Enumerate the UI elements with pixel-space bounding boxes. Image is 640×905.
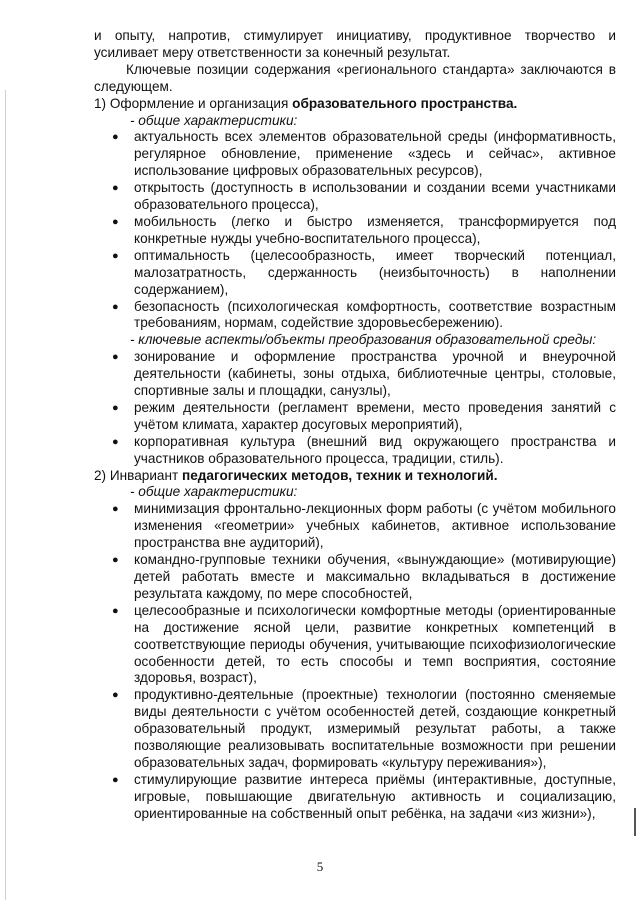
list-item [94, 214, 616, 248]
section1-heading-bold: образовательного пространства. [292, 95, 518, 111]
section2-heading-prefix: 2) Инвариант [94, 467, 182, 483]
page-body [94, 28, 616, 823]
list-item-text: зонирование и оформление пространства урочной и внеурочной деятельности (кабинеты, зоны отдыха, библиотечные центры, столовые, спортивные залы и площадки, санузлы), [134, 349, 616, 399]
bullet-icon: ● [112, 249, 119, 262]
list-item-text: мобильность (легко и быстро изменяется, трансформируется под конкретные нужды учебно-воспитательного процесса), [134, 213, 616, 246]
key-positions-paragraph: Ключевые позиции содержания «регионального стандарта» заключаются в следующем. [94, 61, 616, 94]
list-item [94, 180, 616, 214]
list-item [94, 772, 616, 823]
bullet-icon: ● [112, 689, 119, 702]
list-item-text: режим деятельности (регламент времени, место проведения занятий с учётом климата, характер досуговых мероприятий), [134, 399, 616, 432]
page-number: 5 [316, 859, 324, 874]
list-item [94, 299, 616, 333]
section1-aspects-label: - ключевые аспекты/объекты преобразования образовательной среды: [130, 332, 597, 348]
list-item [94, 129, 616, 180]
bullet-icon: ● [112, 503, 119, 516]
list-item-text: целесообразные и психологически комфортные методы (ориентированные на достижение ясной цели, развитие конкретных компетенций в соответствующие периоды обучения, учитывающие психофизиологические особенности детей, то есть способы и темп восприятия, состояние здоровья, возраст), [134, 602, 616, 686]
section1-list [94, 129, 616, 332]
section2-general-label: - общие характеристики: [130, 484, 298, 500]
list-item-text: продуктивно-деятельные (проектные) технологии (постоянно сменяемые виды деятельности с учётом особенностей детей, создающие конкретный образовательный продукт, измеримый результат работы, а также позволяющие реализовывать воспитательные возможности при решении образовательных задач, формировать «культуру переживания»), [134, 687, 616, 770]
list-item-text: безопасность (психологическая комфортность, соответствие возрастным требованиям, нормам, содействие здоровьесбережению). [134, 298, 616, 331]
list-item-text: оптимальность (целесообразность, имеет творческий потенциал, малозатратность, сдержанность (неизбыточность) в наполнении содержанием), [134, 247, 616, 297]
list-item [94, 687, 616, 772]
list-item [94, 248, 616, 299]
intro-continuation: и опыту, напротив, стимулирует инициативу, продуктивное творчество и усиливает меру ответственности за конечный результат. [94, 28, 616, 60]
list-item-text: минимизация фронтально-лекционных форм работы (с учётом мобильного изменения «геометрии» учебных кабинетов, активное использование пространства вне аудиторий), [134, 501, 616, 551]
list-item-text: командно-групповые техники обучения, «вынуждающие» (мотивирующие) детей работать вместе и максимально вкладываться в достижение результата каждому, по мере способностей, [134, 552, 616, 601]
bullet-icon: ● [112, 131, 119, 144]
bullet-icon: ● [112, 435, 119, 448]
scan-edge-mark [634, 808, 636, 836]
scan-edge-line [5, 90, 6, 900]
bullet-icon: ● [112, 554, 119, 567]
list-item-text: стимулирующие развитие интереса приёмы (интерактивные, доступные, игровые, повышающие двигательную активность и социализацию, ориентированные на собственный опыт ребёнка, на задачи «из жизни»), [134, 771, 616, 821]
list-item [94, 501, 616, 552]
list-item-text: корпоративная культура (внешний вид окружающего пространства и участников образовательного процесса, традиции, стиль). [134, 433, 616, 466]
bullet-icon: ● [112, 351, 119, 364]
bullet-icon: ● [112, 300, 119, 313]
list-item-text: открытость (доступность в использовании и создании всеми участниками образовательного процесса), [134, 180, 616, 213]
section1-aspects-list [94, 349, 616, 467]
bullet-icon: ● [112, 604, 119, 617]
section2-heading [94, 468, 616, 485]
list-item-text: актуальность всех элементов образовательной среды (информативность, регулярное обновление, применение «здесь и сейчас», активное использование цифровых образовательных ресурсов), [134, 129, 616, 179]
section1-heading-prefix: 1) Оформление и организация [94, 95, 293, 111]
list-item [94, 349, 616, 400]
bullet-icon: ● [112, 773, 119, 786]
bullet-icon: ● [112, 182, 119, 195]
section1-heading [94, 96, 616, 113]
list-item [94, 400, 616, 434]
section1-general-label: - общие характеристики: [130, 112, 298, 128]
section2-list [94, 501, 616, 822]
bullet-icon: ● [112, 215, 119, 228]
list-item [94, 434, 616, 468]
bullet-icon: ● [112, 401, 119, 414]
list-item [94, 603, 616, 688]
list-item [94, 552, 616, 603]
section2-heading-bold: педагогических методов, техник и технологий. [182, 467, 498, 483]
